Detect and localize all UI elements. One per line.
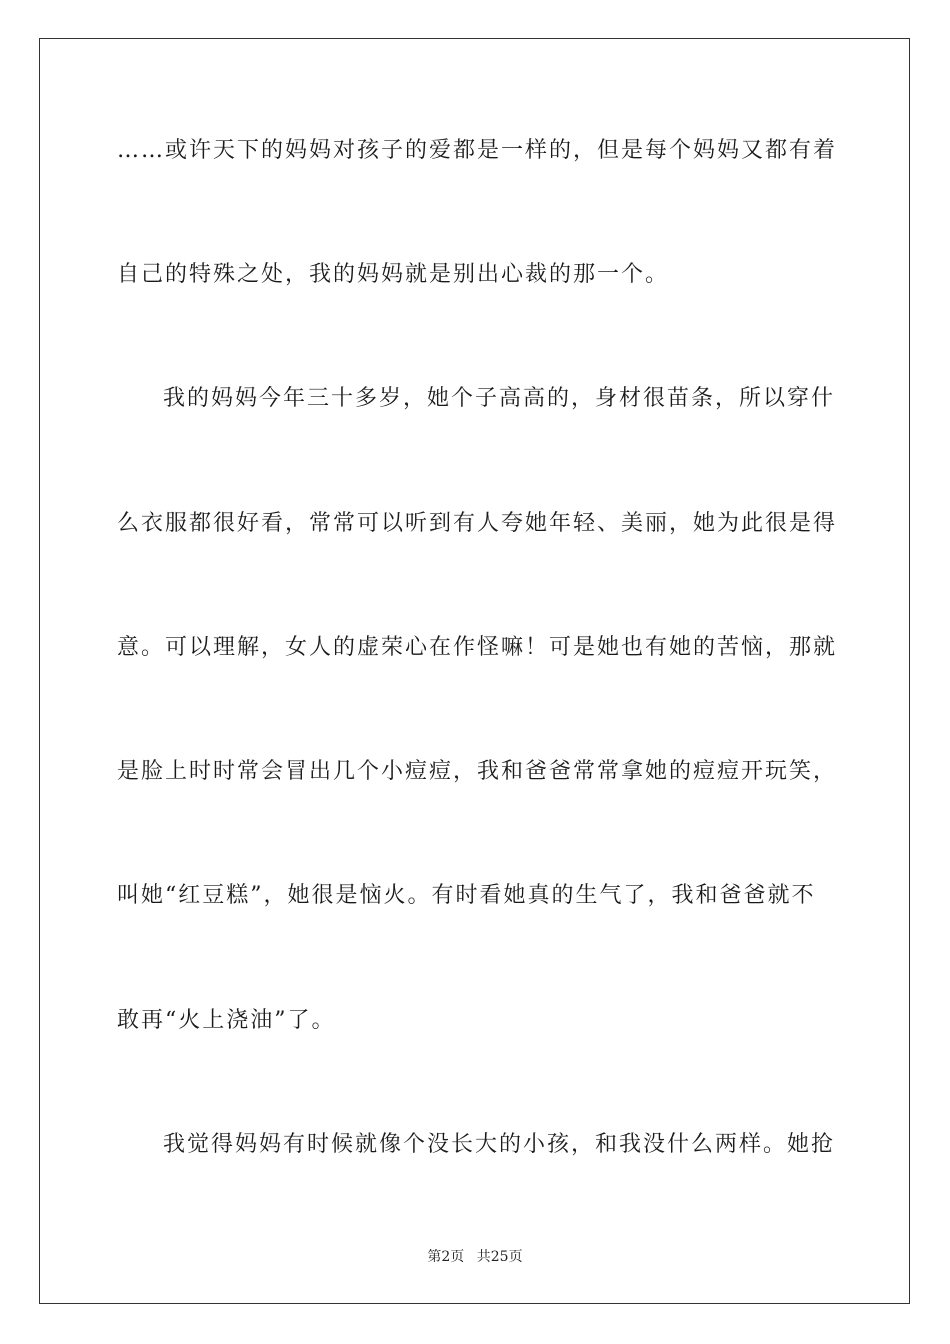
text-line: 自己的特殊之处，我的妈妈就是别出心裁的那一个。 [117,262,670,287]
text-line: 敢再“火上浇油”了。 [117,1008,336,1033]
text-line: 我觉得妈妈有时候就像个没长大的小孩，和我没什么两样。她抢 [163,1132,836,1157]
text-line: 意。可以理解，女人的虚荣心在作怪嘛！可是她也有她的苦恼，那就 [117,635,838,660]
page-number: 第2页 [427,1249,465,1265]
page-total: 共25页 [476,1249,523,1265]
page-footer [0,1247,950,1267]
text-line: 我的妈妈今年三十多岁，她个子高高的，身材很苗条，所以穿什 [163,386,836,411]
text-line: ……或许天下的妈妈对孩子的爱都是一样的，但是每个妈妈又都有着 [117,138,838,163]
text-line: 叫她“红豆糕”，她很是恼火。有时看她真的生气了，我和爸爸就不 [117,883,816,908]
text-line: 么衣服都很好看，常常可以听到有人夸她年轻、美丽，她为此很是得 [117,511,838,536]
page-border [39,38,910,1304]
text-line: 是脸上时时常会冒出几个小痘痘，我和爸爸常常拿她的痘痘开玩笑， [117,759,838,784]
